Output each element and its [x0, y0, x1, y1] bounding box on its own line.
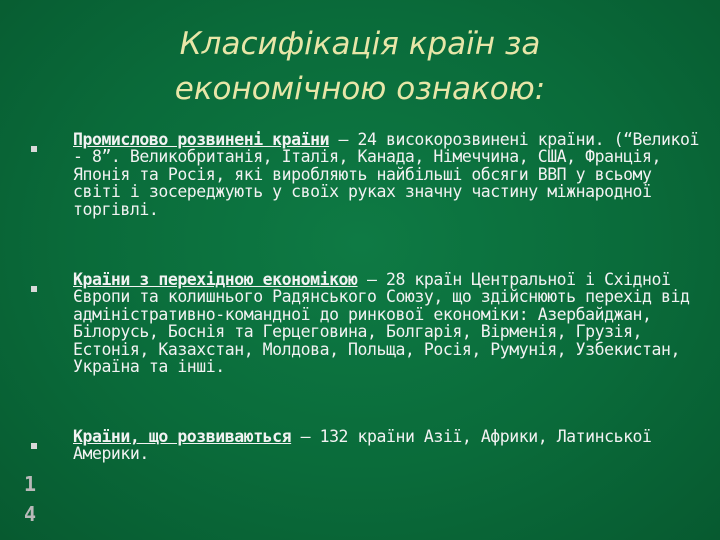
bullet-description: — 28 країн Центральної і Східної Європи та колишнього Радянського Союзу, що здійснюють перехід від адміністративно-командної до ринкової економіки: Азербайджан, Білорусь, Боснія та Герцеговина, Болгарія, Вірменія, Грузія, Естонія, Казахстан, Молдова, Польща, Росія, Румунія, Узбекистан, Україна та інші.: [73, 270, 690, 377]
bullet-description: — 132 країни Азії, Африки, Латинської Америки.: [73, 427, 652, 464]
slide-title-line-1: Класифікація країн за: [179, 26, 541, 62]
slide-title-line-2: економічною ознакою:: [174, 71, 546, 107]
bullet-term: Промислово розвинені країни: [73, 130, 330, 149]
bullet-description: — 24 високорозвинені країни. (“Великої - 8”. Великобританія, Італія, Канада, Німеччина, США, Франція, Японія та Росія, які виробляють найбільші обсяги ВВП у всьому світі і зосереджують у своїх руках значну частину міжнародної торгівлі.: [73, 130, 699, 219]
bullet-text: [73, 428, 703, 463]
slide-page-number: [20, 469, 40, 529]
square-bullet-icon: [31, 286, 37, 292]
bullet-text: [73, 131, 703, 218]
bullet-term: Країни з перехідною економікою: [73, 270, 358, 289]
square-bullet-icon: [31, 443, 37, 449]
page-number-digit-2: 4: [23, 502, 37, 526]
bullet-text: [73, 271, 703, 375]
square-bullet-icon: [31, 146, 37, 152]
page-number-digit-1: 1: [23, 472, 37, 496]
bullet-term: Країни, що розвиваються: [73, 427, 292, 446]
